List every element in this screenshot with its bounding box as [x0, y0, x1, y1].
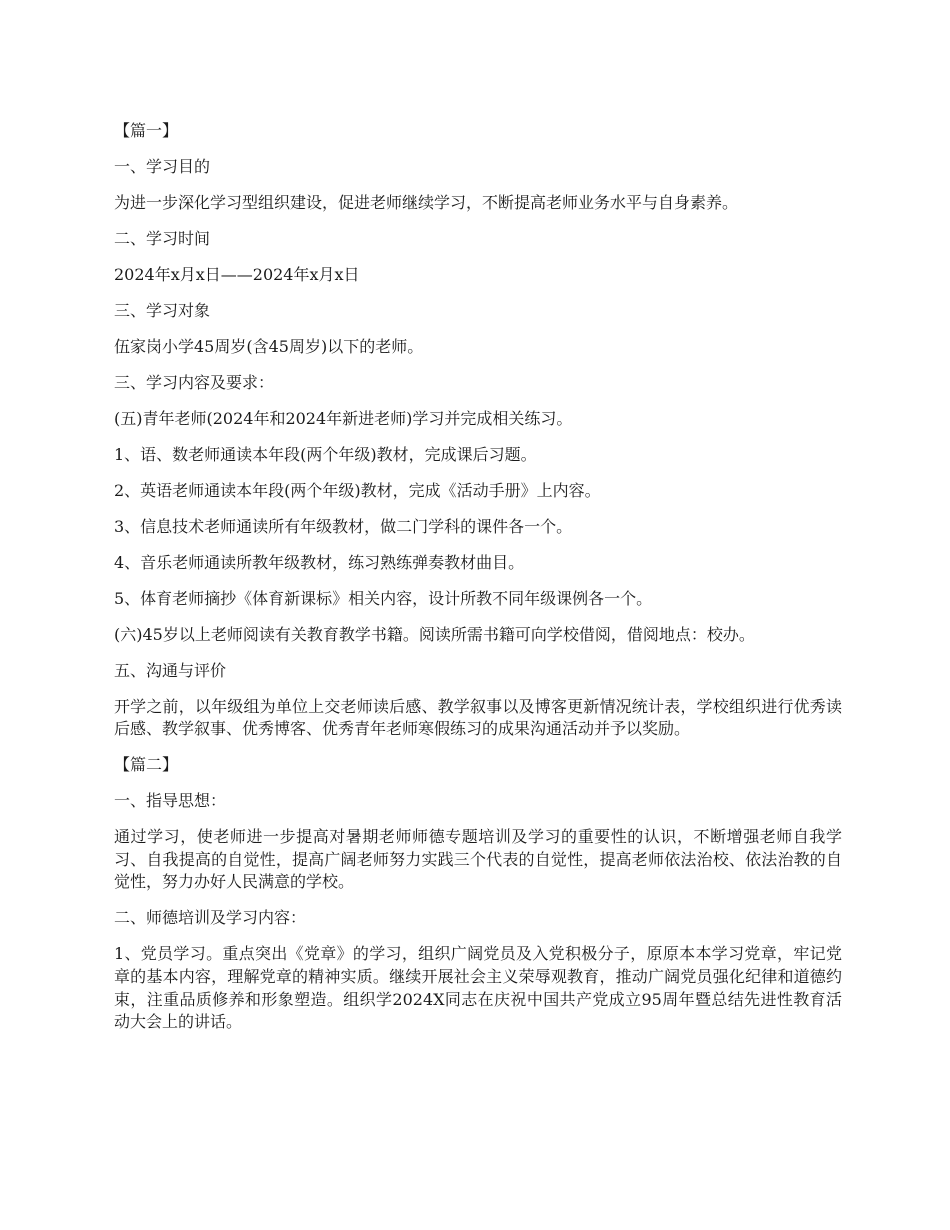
section-title-part-one: 【篇一】	[114, 121, 179, 140]
list-item-4: 4、音乐老师通读所教年级教材，练习熟练弹奏教材曲目。	[114, 552, 525, 572]
heading-learning-time: 二、学习时间	[114, 228, 211, 248]
heading-communication-evaluation: 五、沟通与评价	[114, 660, 227, 680]
paragraph-senior-teachers: (六)45岁以上老师阅读有关教育教学书籍。阅读所需书籍可向学校借阅，借阅地点：校办。	[114, 624, 755, 644]
list-item-5: 5、体育老师摘抄《体育新课标》相关内容，设计所教不同年级课例各一个。	[114, 588, 653, 608]
document-page	[114, 120, 842, 1047]
paragraph-learning-target: 伍家岗小学45周岁(含45周岁)以下的老师。	[114, 336, 424, 356]
paragraph-guiding-ideology: 通过学习，使老师进一步提高对暑期老师师德专题培训及学习的重要性的认识，不断增强老师自我学习、自我提高的自觉性，提高广阔老师努力实践三个代表的自觉性，提高老师依法治校、依法治教的自觉性，努力办好人民满意的学校。	[114, 827, 842, 892]
heading-training-content: 二、师德培训及学习内容：	[114, 908, 307, 928]
heading-learning-content: 三、学习内容及要求：	[114, 372, 275, 392]
paragraph-party-member-study: 1、党员学习。重点突出《党章》的学习，组织广阔党员及入党积极分子，原原本本学习党章，牢记党章的基本内容，理解党章的精神实质。继续开展社会主义荣辱观教育，推动广阔党员强化纪律和道德约束，注重品质修养和形象塑造。组织学2024X同志在庆祝中国共产党成立95周年暨总结先进性教育活动大会上的讲话。	[114, 944, 842, 1032]
paragraph-learning-time: 2024年x月x日——2024年x月x日	[114, 264, 360, 284]
paragraph-learning-purpose: 为进一步深化学习型组织建设，促进老师继续学习，不断提高老师业务水平与自身素养。	[114, 192, 739, 212]
list-item-1: 1、语、数老师通读本年段(两个年级)教材，完成课后习题。	[114, 444, 537, 464]
list-item-3: 3、信息技术老师通读所有年级教材，做二门学科的课件各一个。	[114, 516, 573, 536]
heading-learning-target: 三、学习对象	[114, 300, 211, 320]
paragraph-communication-evaluation: 开学之前，以年级组为单位上交老师读后感、教学叙事以及博客更新情况统计表，学校组织进行优秀读后感、教学叙事、优秀博客、优秀青年老师寒假练习的成果沟通活动并予以奖励。	[114, 696, 842, 739]
paragraph-young-teachers: (五)青年老师(2024年和2024年新进老师)学习并完成相关练习。	[114, 408, 573, 428]
heading-learning-purpose: 一、学习目的	[114, 156, 211, 176]
heading-guiding-ideology: 一、指导思想：	[114, 791, 227, 811]
section-title-part-two: 【篇二】	[114, 755, 179, 775]
list-item-2: 2、英语老师通读本年段(两个年级)教材，完成《活动手册》上内容。	[114, 480, 601, 500]
